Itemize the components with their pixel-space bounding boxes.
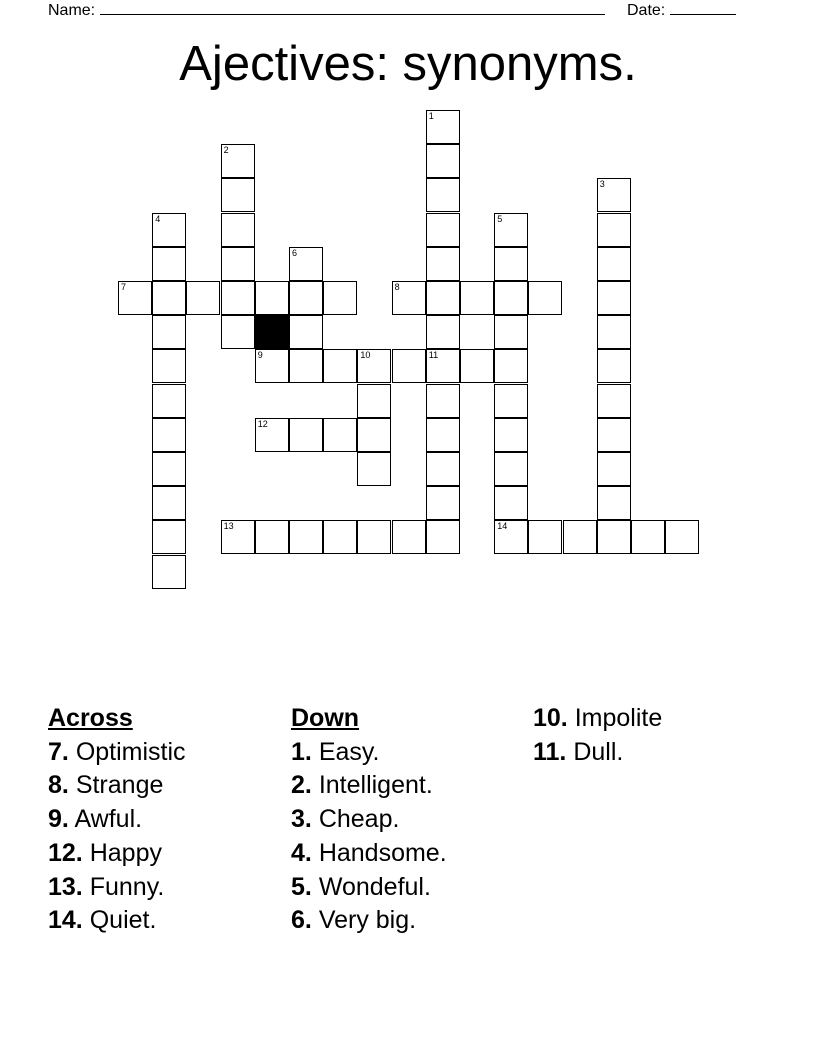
grid-cell[interactable] xyxy=(494,281,528,315)
grid-cell[interactable] xyxy=(631,520,665,554)
grid-cell[interactable] xyxy=(597,418,631,452)
grid-cell[interactable] xyxy=(152,555,186,589)
grid-cell[interactable] xyxy=(597,247,631,281)
clue-down-10: 10. Impolite xyxy=(533,704,663,732)
grid-cell[interactable] xyxy=(426,247,460,281)
date-label: Date: xyxy=(627,2,666,19)
grid-cell[interactable] xyxy=(221,520,255,554)
grid-cell[interactable] xyxy=(494,349,528,383)
clue-number: 3 xyxy=(599,179,605,190)
grid-cell[interactable] xyxy=(392,520,426,554)
grid-cell[interactable] xyxy=(357,418,391,452)
grid-cell[interactable] xyxy=(152,418,186,452)
clue-across-8: 8. Strange xyxy=(48,771,164,800)
grid-cell[interactable] xyxy=(426,384,460,418)
clue-number: 1 xyxy=(428,111,434,121)
grid-cell[interactable] xyxy=(426,213,460,247)
down-clues xyxy=(291,702,447,938)
grid-cell[interactable] xyxy=(460,281,494,315)
grid-cell[interactable] xyxy=(426,178,460,212)
grid-cell[interactable] xyxy=(186,281,220,315)
grid-cell[interactable] xyxy=(426,315,460,349)
down-heading: Down xyxy=(291,704,360,732)
grid-cell[interactable] xyxy=(221,281,255,315)
grid-cell[interactable] xyxy=(289,520,323,554)
down-clues-continued xyxy=(533,702,662,769)
grid-cell[interactable] xyxy=(152,349,186,383)
grid-cell[interactable] xyxy=(426,418,460,452)
grid-cell[interactable] xyxy=(392,281,426,315)
grid-cell[interactable] xyxy=(665,520,699,554)
grid-cell[interactable] xyxy=(323,418,357,452)
grid-cell[interactable] xyxy=(221,213,255,247)
grid-cell[interactable] xyxy=(597,315,631,349)
grid-cell[interactable] xyxy=(494,418,528,452)
grid-cell[interactable] xyxy=(221,144,255,178)
clue-down-3: 3. Cheap. xyxy=(291,805,400,834)
grid-cell[interactable] xyxy=(563,520,597,554)
grid-cell[interactable] xyxy=(528,281,562,315)
clue-across-9: 9. Awful. xyxy=(48,805,143,834)
grid-cell[interactable] xyxy=(426,349,460,383)
clue-across-7: 7. Optimistic xyxy=(48,737,186,766)
grid-cell[interactable] xyxy=(221,315,255,349)
grid-cell[interactable] xyxy=(426,520,460,554)
grid-cell[interactable] xyxy=(597,349,631,383)
grid-cell[interactable] xyxy=(152,384,186,418)
clue-across-14: 14. Quiet. xyxy=(48,906,157,935)
grid-cell[interactable] xyxy=(152,213,186,247)
clue-number: 12 xyxy=(257,418,268,429)
clue-number: 5 xyxy=(497,213,503,224)
grid-cell[interactable] xyxy=(494,486,528,520)
grid-cell[interactable] xyxy=(426,110,460,144)
grid-cell[interactable] xyxy=(494,452,528,486)
grid-cell[interactable] xyxy=(494,315,528,349)
grid-cell[interactable] xyxy=(323,520,357,554)
grid-cell[interactable] xyxy=(357,349,391,383)
clue-number: 4 xyxy=(155,213,161,224)
grid-cell[interactable] xyxy=(221,247,255,281)
grid-cell[interactable] xyxy=(426,281,460,315)
grid-cell[interactable] xyxy=(494,520,528,554)
grid-cell[interactable] xyxy=(597,384,631,418)
grid-cell[interactable] xyxy=(255,520,289,554)
clue-across-12: 12. Happy xyxy=(48,838,162,867)
grid-cell[interactable] xyxy=(152,452,186,486)
grid-cell[interactable] xyxy=(255,418,289,452)
grid-cell[interactable] xyxy=(460,349,494,383)
grid-cell[interactable] xyxy=(323,281,357,315)
grid-cell[interactable] xyxy=(426,486,460,520)
clue-down-4: 4. Handsome. xyxy=(291,838,447,867)
grid-cell[interactable] xyxy=(118,281,152,315)
grid-cell[interactable] xyxy=(152,520,186,554)
page-title: Ajectives: synonyms. xyxy=(179,37,637,91)
grid-cell[interactable] xyxy=(152,486,186,520)
grid-cell[interactable] xyxy=(494,384,528,418)
clue-number: 8 xyxy=(394,282,400,292)
grid-cell[interactable] xyxy=(152,315,186,349)
black-cell xyxy=(255,315,289,349)
grid-cell[interactable] xyxy=(392,349,426,383)
clue-number: 11 xyxy=(428,350,439,361)
grid-cell[interactable] xyxy=(323,349,357,383)
grid-cell[interactable] xyxy=(221,178,255,212)
clue-number: 7 xyxy=(121,282,127,292)
grid-cell[interactable] xyxy=(289,418,323,452)
across-heading: Across xyxy=(48,704,133,732)
clue-down-2: 2. Intelligent. xyxy=(291,771,433,800)
name-label: Name: xyxy=(48,2,96,19)
grid-cell[interactable] xyxy=(289,315,323,349)
grid-cell[interactable] xyxy=(289,349,323,383)
clue-across-13: 13. Funny. xyxy=(48,872,165,901)
clue-number: 13 xyxy=(223,521,234,532)
grid-cell[interactable] xyxy=(597,213,631,247)
grid-cell[interactable] xyxy=(528,520,562,554)
clue-number: 10 xyxy=(360,350,371,361)
clue-number: 14 xyxy=(497,521,508,532)
clue-number: 9 xyxy=(257,350,263,361)
clue-down-1: 1. Easy. xyxy=(291,737,380,766)
clue-down-11: 11. Dull. xyxy=(533,737,624,766)
grid-cell[interactable] xyxy=(597,452,631,486)
clue-number: 2 xyxy=(223,145,229,156)
across-clues xyxy=(48,702,186,938)
grid-cell[interactable] xyxy=(426,144,460,178)
grid-cell[interactable] xyxy=(597,486,631,520)
grid-cell[interactable] xyxy=(357,452,391,486)
clue-down-5: 5. Wondeful. xyxy=(291,872,431,901)
clue-number: 6 xyxy=(292,247,298,258)
grid-cell[interactable] xyxy=(597,520,631,554)
grid-cell[interactable] xyxy=(152,281,186,315)
grid-cell[interactable] xyxy=(289,247,323,281)
grid-cell[interactable] xyxy=(255,349,289,383)
grid-cell[interactable] xyxy=(357,384,391,418)
grid-cell[interactable] xyxy=(426,452,460,486)
grid-cell[interactable] xyxy=(357,520,391,554)
clue-down-6: 6. Very big. xyxy=(291,906,417,935)
grid-cell[interactable] xyxy=(597,178,631,212)
grid-cell[interactable] xyxy=(494,247,528,281)
grid-cell[interactable] xyxy=(597,281,631,315)
grid-cell[interactable] xyxy=(255,281,289,315)
grid-cell[interactable] xyxy=(289,281,323,315)
grid-cell[interactable] xyxy=(494,213,528,247)
grid-cell[interactable] xyxy=(152,247,186,281)
